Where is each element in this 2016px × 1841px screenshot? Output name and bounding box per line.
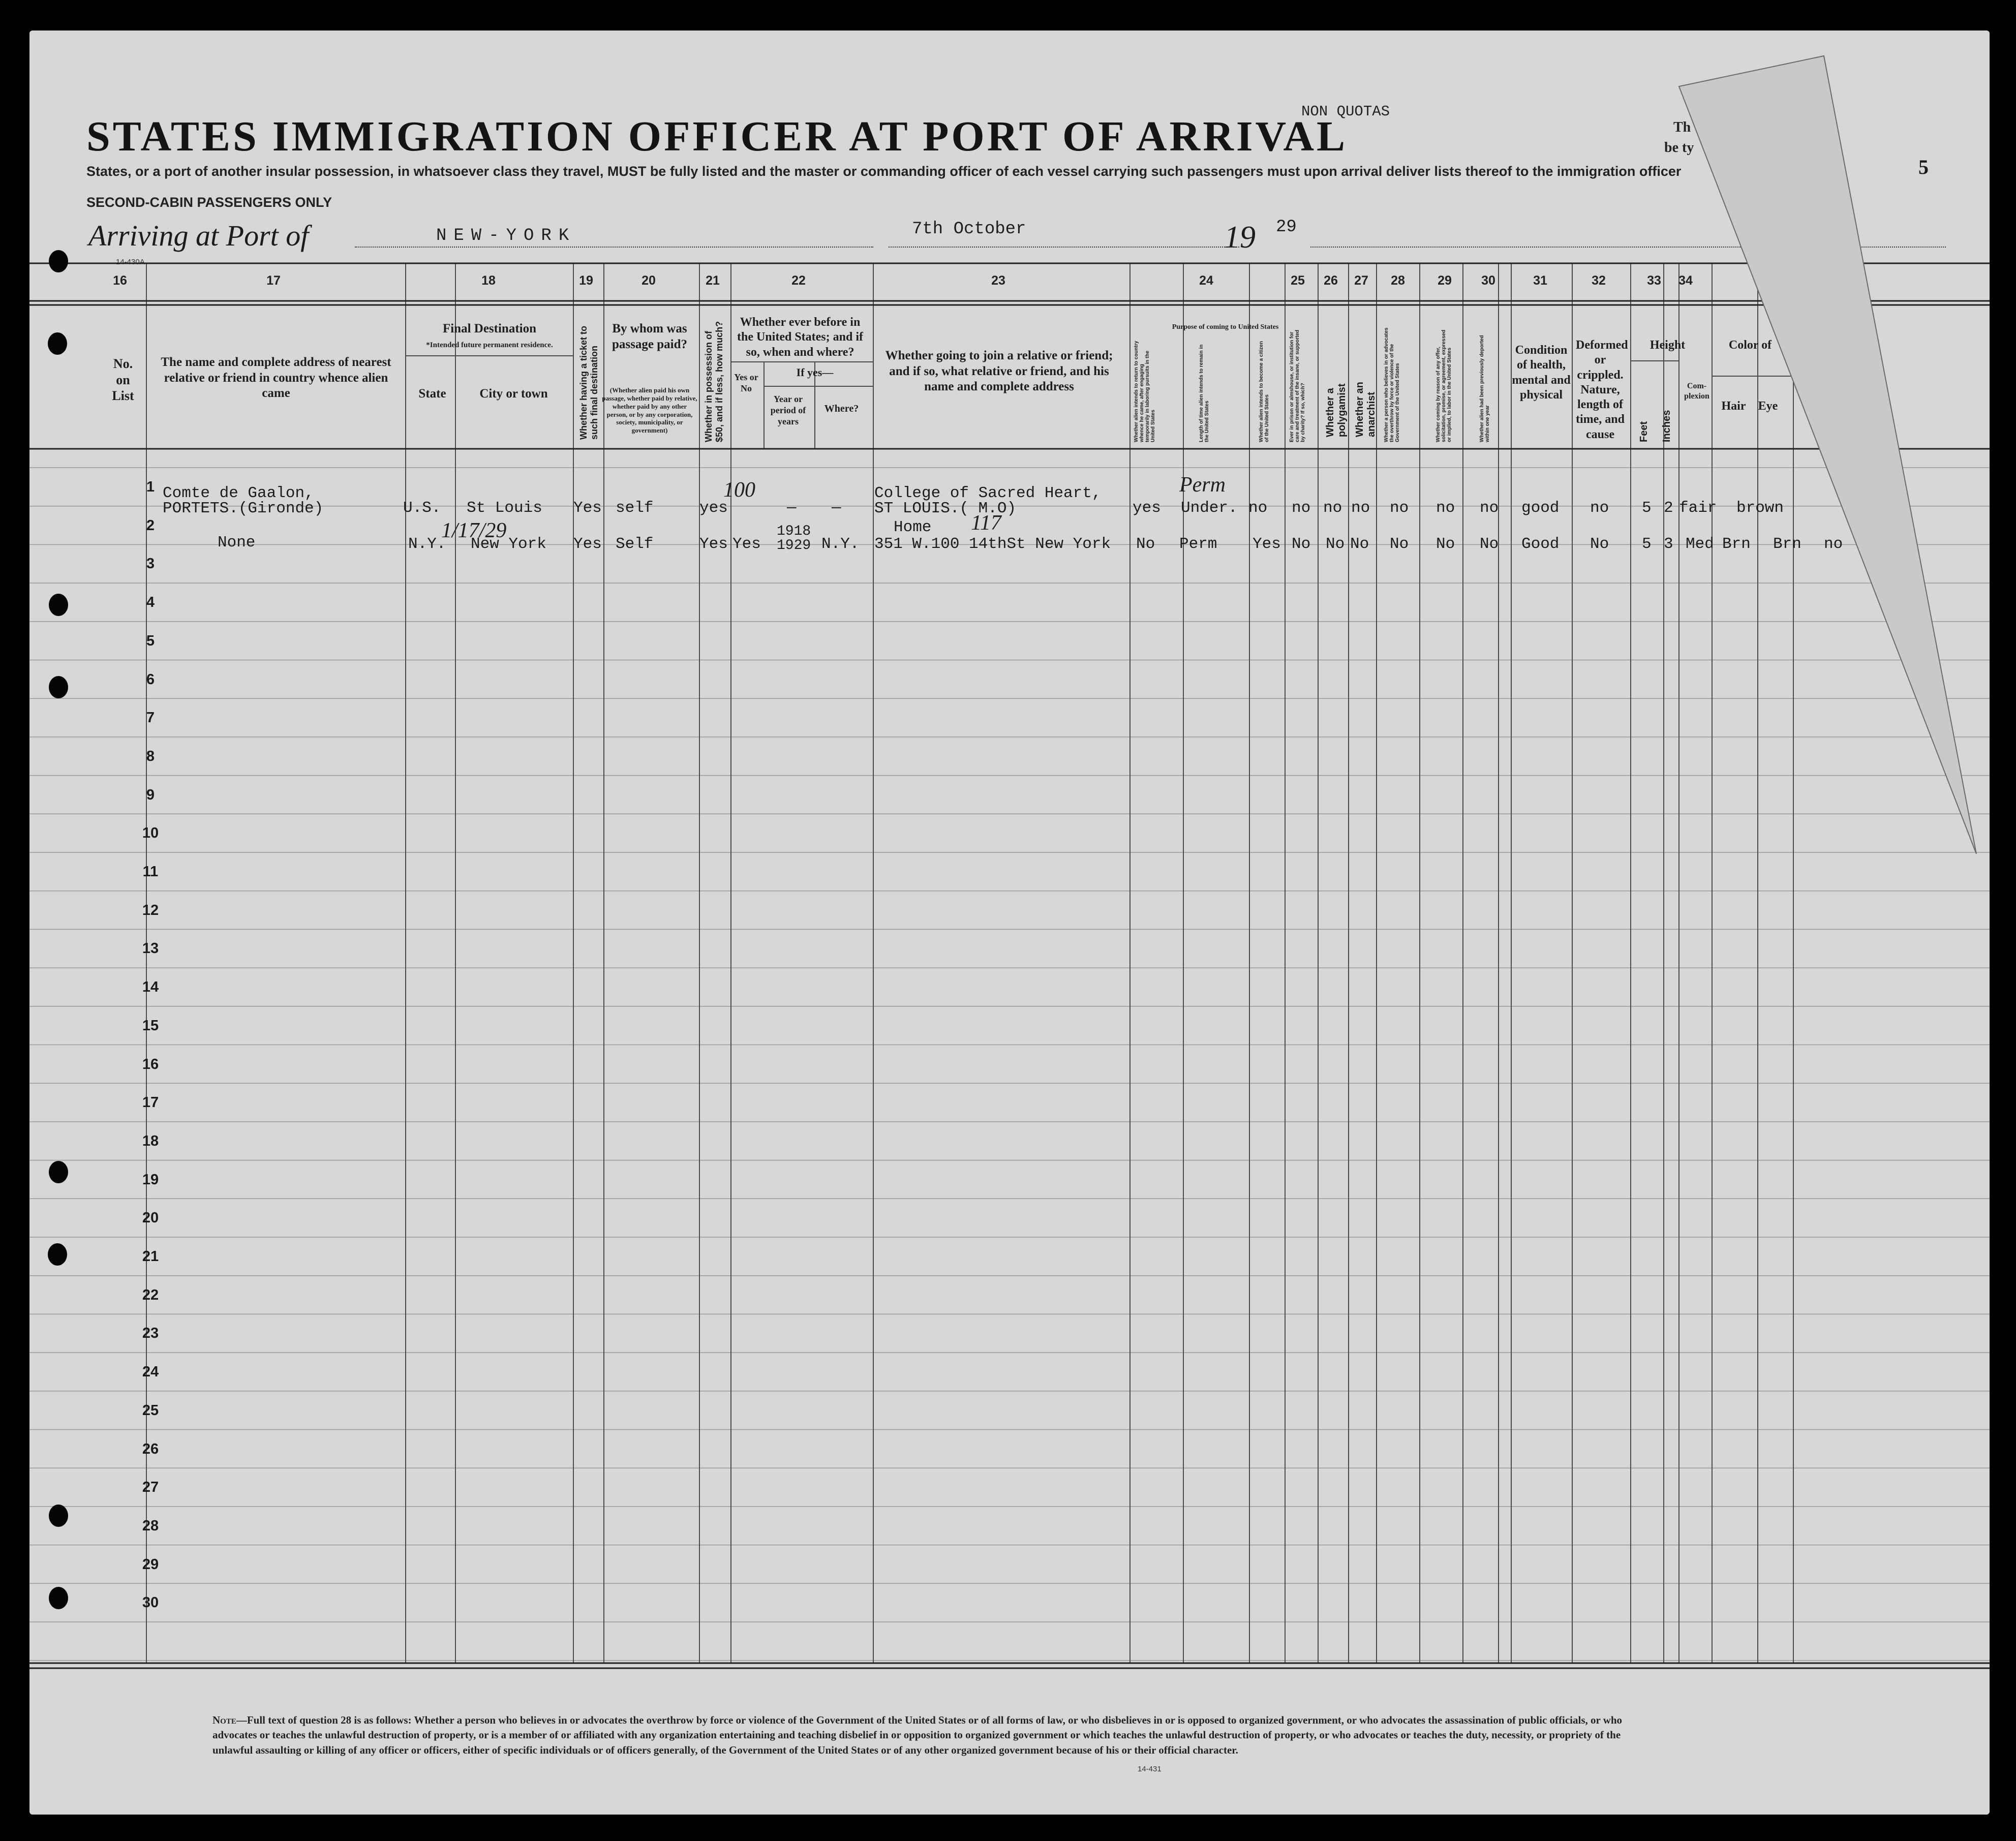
header-purpose-length: Length of time alien intends to remain in the United States — [1199, 344, 1210, 442]
col-num-29: 29 — [1438, 273, 1452, 288]
header-purpose: Purpose of coming to United States — [1172, 323, 1279, 331]
entry2-paid-by: Self — [616, 535, 654, 553]
header-join-relative: Whether going to join a relative or friend; and if so, what relative or friend, and his name and complete address — [885, 349, 1113, 393]
entry1-city: St Louis — [467, 499, 542, 517]
entry1-money-handwritten: 100 — [723, 478, 755, 502]
entry2-anarchist: No — [1350, 535, 1369, 553]
header-anarchist: Whether an anarchist — [1354, 382, 1377, 437]
binder-hole — [49, 1587, 68, 1609]
non-quotas-stamp: NON QUOTAS — [1301, 103, 1390, 120]
header-passage-note: (Whether alien paid his own passage, whether paid by relative, whether paid by any other person, or by any corporation, society, municipality, or government) — [602, 386, 697, 435]
entry2-feet: 5 — [1642, 535, 1652, 553]
col-num-21: 21 — [706, 273, 720, 288]
row-number: 18 — [142, 1132, 159, 1149]
row-number: 16 — [142, 1056, 159, 1072]
header-possession-50: Whether in possession of $50, and if less, how much? — [704, 321, 724, 442]
entry2-prison: No — [1292, 535, 1311, 553]
header-if-yes: If yes— — [796, 366, 834, 379]
row-number: 7 — [146, 710, 155, 726]
row-number: 29 — [142, 1556, 159, 1573]
entry2-purpose-length: Perm — [1179, 535, 1217, 553]
entry1-purpose-citizen: no — [1248, 499, 1268, 517]
header-final-destination: Final Destination — [442, 322, 537, 335]
entry1-purpose-handwritten: Perm — [1179, 473, 1226, 497]
row-number: 3 — [146, 556, 155, 572]
col-num-24: 24 — [1199, 273, 1213, 288]
header-where: Where? — [824, 403, 859, 414]
header-health: Condition of health, mental and physical — [1512, 344, 1571, 402]
entry2-q29: No — [1436, 535, 1455, 553]
entry1-health: good — [1521, 499, 1560, 517]
entry2-city: New York — [471, 535, 546, 553]
entry1-polygamist: no — [1323, 499, 1342, 517]
row-number: 20 — [142, 1210, 159, 1226]
entry1-ticket: Yes — [573, 499, 602, 517]
header-polygamist: Whether a polygamist — [1325, 383, 1348, 437]
entry1-before-dash: — — [787, 499, 797, 517]
entry1-inches: 2 — [1664, 499, 1673, 517]
row-number: 1 — [146, 479, 155, 495]
footnote-label: Note — [212, 1714, 236, 1726]
entry1-where-dash: — — [832, 499, 841, 517]
entry2-money: Yes — [699, 535, 728, 553]
col-num-30: 30 — [1481, 273, 1495, 288]
entry1-state: U.S. — [403, 499, 441, 517]
row-number: 21 — [142, 1248, 159, 1265]
header-feet: Feet — [1638, 421, 1650, 442]
row-number: 13 — [142, 940, 159, 957]
entry1-q28: no — [1390, 499, 1409, 517]
port-value: NEW-YORK — [436, 226, 576, 246]
header-before-in-us: Whether ever before in the United States; and if so, when and where? — [737, 316, 863, 359]
entry2-eyes: Brn — [1773, 535, 1801, 553]
entry2-extra: no — [1824, 535, 1843, 553]
entry2-inches: 3 — [1664, 535, 1673, 553]
entry1-prison: no — [1292, 499, 1311, 517]
col-num-33: 33 — [1647, 273, 1661, 288]
page-title: STATES IMMIGRATION OFFICER AT PORT OF ARRIVAL — [86, 113, 1348, 160]
entry1-complexion: fair — [1679, 499, 1717, 517]
col-num-17: 17 — [266, 273, 281, 288]
row-number: 28 — [142, 1517, 159, 1534]
header-nearest-relative: The name and complete address of nearest relative or friend in country whence alien came — [161, 355, 391, 400]
entry2-purpose-return: No — [1136, 535, 1155, 553]
entry2-year-line2: 1929 — [777, 538, 811, 554]
manifest-sheet — [29, 30, 1990, 1815]
col-num-20: 20 — [642, 273, 656, 288]
entry2-q28: No — [1390, 535, 1409, 553]
row-number: 15 — [142, 1017, 159, 1034]
entry2-year-line1: 1918 — [777, 524, 811, 539]
col-num-26: 26 — [1324, 273, 1338, 288]
row-number: 26 — [142, 1440, 159, 1457]
header-final-destination-note: *Intended future permanent residence. — [426, 341, 553, 349]
binder-hole — [49, 1161, 68, 1183]
instruction-line: States, or a port of another insular possession, in whatsoever class they travel, MUST be fully listed and the master or commanding officer of each vessel carrying such passengers must upon arrival deliver lists thereof to the immigration officer — [86, 164, 1682, 179]
row-number: 11 — [142, 864, 159, 880]
row-number: 30 — [142, 1594, 159, 1611]
binder-hole — [49, 594, 68, 616]
entry2-before: Yes — [732, 535, 761, 553]
col-num-28: 28 — [1391, 273, 1405, 288]
col-num-19: 19 — [579, 273, 593, 288]
header-hair: Hair — [1721, 400, 1746, 413]
col-num-25: 25 — [1291, 273, 1305, 288]
year-suffix: 29 — [1276, 218, 1297, 237]
footnote — [212, 1713, 1636, 1758]
entry1-feet: 5 — [1642, 499, 1652, 517]
entry1-purpose-length: Under. — [1181, 499, 1238, 517]
entry1-join-line2: ST LOUIS.( M.O) — [874, 500, 1017, 517]
binder-hole — [49, 250, 68, 272]
col-num-34: 34 — [1678, 273, 1693, 288]
col-num-23: 23 — [991, 273, 1005, 288]
header-q30: Whether alien had been previously deported within one year — [1479, 335, 1490, 442]
entry2-health: Good — [1521, 535, 1560, 553]
entry2-state: N.Y. — [408, 535, 446, 553]
row-number: 24 — [142, 1364, 159, 1380]
entry2-city-handwritten: 1/17/29 — [441, 519, 507, 542]
entry2-join-handwritten: 117 — [971, 511, 1001, 535]
entry2-purpose-citizen: Yes — [1253, 535, 1281, 553]
header-eyes: Eye — [1758, 400, 1778, 413]
class-line: SECOND-CABIN PASSENGERS ONLY — [86, 195, 332, 210]
header-deformed: Deformed or crippled. Nature, length of time, and cause — [1576, 339, 1628, 441]
entry1-q30: no — [1480, 499, 1499, 517]
col-num-31: 31 — [1533, 273, 1547, 288]
footnote-text: —Full text of question 28 is as follows: Whether a person who believes in or advocates the overthrow by force or violence of the Government of the United States or of all forms of law, or who disbelieves in or is opposed to organized government, or who advocates the assassination of public officials, or who advocates or teaches the unlawful destruction of property, or is a member of or affiliated with any organization entertaining and teaching disbelief in or opposition to organized government or which teaches the unlawful destruction of property, or who advocates or teaches the duty, necessity, or propriety of the unlawful assaulting or killing of any officer or officers, either of specific individuals or of officers generally, of the Government of the United States or of any other organized government because of his or their official character. — [212, 1714, 1623, 1756]
row-number: 22 — [142, 1286, 159, 1303]
col-num-16: 16 — [113, 273, 127, 288]
row-number: 8 — [146, 748, 155, 764]
form-number: 14-430A — [116, 258, 145, 266]
row-number: 4 — [146, 594, 155, 611]
entry2-join-line1: Home — [894, 518, 932, 536]
header-color: Color of — [1728, 339, 1772, 352]
row-number: 14 — [142, 979, 159, 996]
footnote-form-number: 14-431 — [1138, 1765, 1162, 1773]
row-number: 17 — [142, 1094, 159, 1111]
col-num-27: 27 — [1354, 273, 1368, 288]
header-city: City or town — [479, 387, 548, 401]
row-number: 5 — [146, 632, 155, 649]
header-no-on-list: No. on List — [112, 356, 134, 404]
page-number: 5 — [1918, 156, 1929, 178]
row-number: 12 — [142, 902, 159, 918]
binder-hole — [48, 332, 67, 355]
entry2-relative: None — [218, 534, 256, 551]
binder-hole — [49, 1505, 68, 1527]
header-q28: Whether a person who believes in or advocates the overthrow by force or violence of the Government of the United States — [1384, 327, 1400, 442]
entry2-q30: No — [1480, 535, 1499, 553]
arriving-label: Arriving at Port of — [88, 219, 309, 252]
col-num-22: 22 — [791, 273, 806, 288]
entry2-deformed: No — [1590, 535, 1609, 553]
row-number: 2 — [146, 517, 155, 534]
header-ticket: Whether having a ticket to such final destination — [578, 325, 599, 440]
entry1-q29: no — [1436, 499, 1455, 517]
entry2-join-line2: 351 W.100 14thSt New York — [874, 535, 1111, 553]
year-prefix: 19 — [1224, 220, 1256, 255]
entry2-ticket: Yes — [573, 535, 602, 553]
entry2-hair: Brn — [1722, 535, 1751, 553]
row-number: 6 — [146, 671, 155, 688]
entry1-purpose-return: yes — [1133, 499, 1161, 517]
header-complexion: Com-plexion — [1684, 382, 1709, 401]
arrival-date: 7th October — [912, 220, 1026, 239]
binder-hole — [48, 1243, 67, 1266]
header-height: Height — [1650, 339, 1686, 352]
header-year-period: Year or period of years — [770, 394, 806, 426]
col-num-18: 18 — [481, 273, 496, 288]
header-prison: Ever in prison or almshouse, or institution for care and treatment of the insane, or supported by charity? If so, which? — [1289, 329, 1306, 442]
corner-text-top: Th — [1673, 119, 1691, 135]
entry1-join-line1: College of Sacred Heart, — [874, 484, 1102, 502]
table-grid — [29, 30, 1990, 1815]
row-number: 19 — [142, 1171, 159, 1188]
entry2-where: N.Y. — [821, 535, 860, 553]
entry1-relative-line1: Comte de Gaalon, — [163, 484, 314, 502]
binder-hole — [49, 676, 68, 698]
header-state: State — [418, 387, 446, 401]
row-number: 25 — [142, 1402, 159, 1419]
header-yes-or-no: Yes or No — [734, 372, 758, 393]
header-purpose-citizen: Whether alien intends to become a citizen of the United States — [1259, 341, 1270, 442]
header-q29: Whether coming by reason of any offer, solicitation, promise, or agreement, expressed or implied, to labor in the United States — [1435, 329, 1452, 442]
row-number: 23 — [142, 1325, 159, 1342]
header-passage-paid: By whom was passage paid? — [612, 322, 687, 351]
header-inches: Inches — [1661, 410, 1672, 442]
row-number: 27 — [142, 1479, 159, 1496]
entry1-deformed: no — [1590, 499, 1609, 517]
corner-text-bottom: be ty — [1664, 140, 1694, 156]
entry2-complexion: Med — [1686, 535, 1714, 553]
row-number: 10 — [142, 825, 159, 842]
folded-corner — [1679, 56, 1976, 854]
entry1-money: yes — [699, 499, 728, 517]
entry1-hair: brown — [1736, 499, 1784, 517]
row-number: 9 — [146, 786, 155, 803]
entry2-polygamist: No — [1326, 535, 1345, 553]
header-purpose-return: Whether alien intends to return to country whence he came, after engaging temporarily in laboring pursuits in the United States — [1134, 341, 1156, 442]
entry1-relative-line2: PORTETS.(Gironde) — [163, 500, 324, 517]
entry1-anarchist: no — [1351, 499, 1370, 517]
entry1-paid-by: self — [616, 499, 654, 517]
col-num-32: 32 — [1592, 273, 1606, 288]
